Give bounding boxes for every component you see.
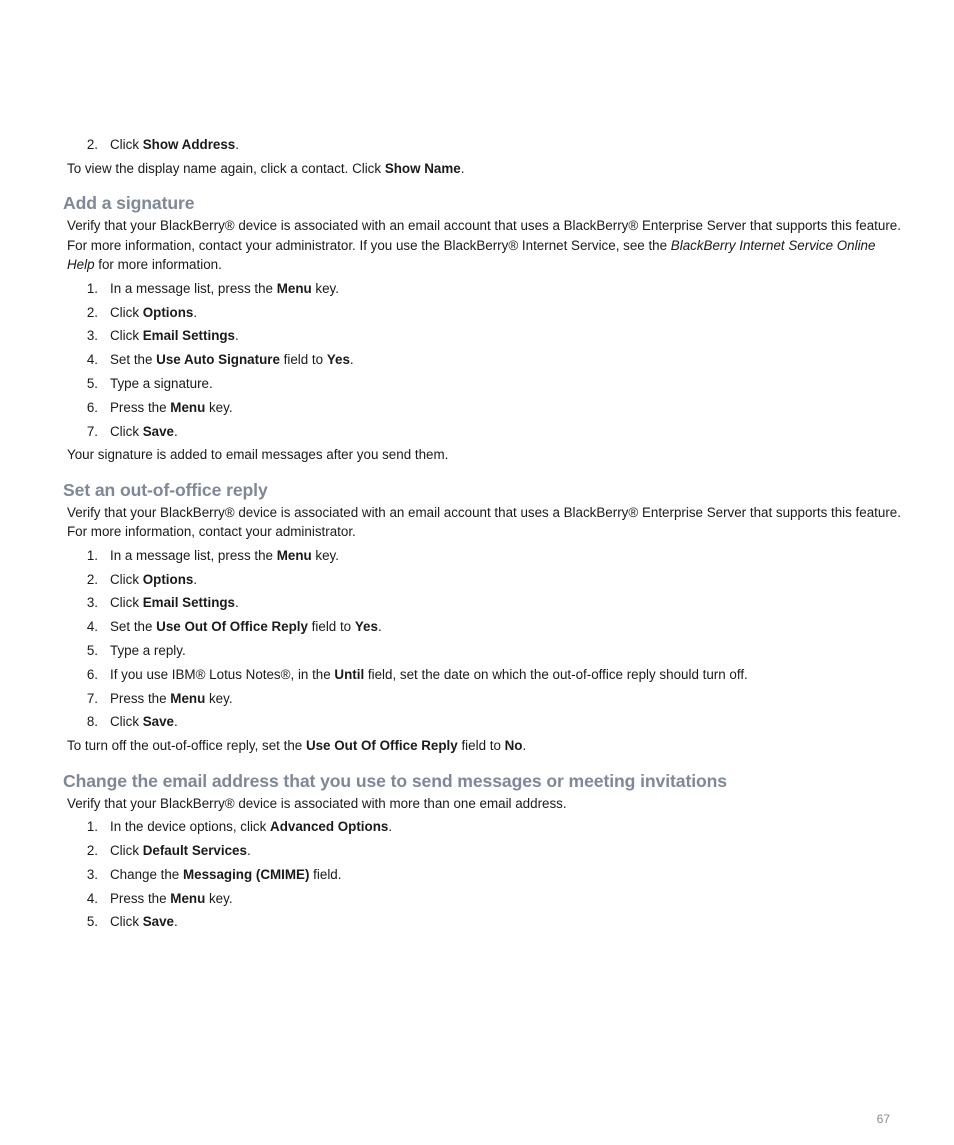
list-item bbox=[63, 422, 903, 442]
list-item bbox=[63, 841, 903, 861]
add-signature-intro: Verify that your BlackBerry® device is associated with an email account that uses a BlackBerry® Enterprise Server that supports this feature. For more information, contact your administrator. If you use the BlackBerry® Internet Service, see the BlackBerry Internet Service Online Help for more information. bbox=[67, 218, 901, 273]
step-bold: Email Settings bbox=[142, 595, 236, 611]
step-number: 4. bbox=[86, 619, 98, 635]
list-item: 2. Click Show Address. bbox=[63, 135, 903, 155]
step-number: 6. bbox=[86, 399, 98, 415]
out-of-office-heading: Set an out-of-office reply bbox=[63, 479, 268, 500]
step-bold: Menu bbox=[276, 547, 312, 563]
step-text: Set the bbox=[110, 352, 157, 368]
list-item bbox=[63, 374, 903, 394]
list-item bbox=[63, 398, 903, 418]
step-number: 2. bbox=[86, 304, 98, 320]
step-text: key. bbox=[205, 890, 233, 906]
show-name-note: To view the display name again, click a contact. Click Show Name. bbox=[67, 160, 465, 176]
step-text: Type a reply. bbox=[110, 643, 186, 659]
step-text: Press the bbox=[110, 399, 171, 415]
step-number: 5. bbox=[86, 375, 98, 391]
step-number: 1. bbox=[86, 819, 98, 835]
add-signature-outro: Your signature is added to email messages after you send them. bbox=[67, 447, 449, 463]
step-bold: Messaging (CMIME) bbox=[182, 866, 310, 882]
step-number: 5. bbox=[86, 643, 98, 659]
step-number: 7. bbox=[86, 690, 98, 706]
list-item bbox=[63, 889, 903, 909]
step-number: 2. bbox=[86, 843, 98, 859]
step-bold: Save bbox=[142, 914, 175, 930]
list-item bbox=[63, 641, 903, 661]
step-bold: Use Out Of Office Reply bbox=[156, 619, 308, 635]
step-text: . bbox=[349, 352, 354, 368]
step-text: key. bbox=[205, 399, 233, 415]
step-text: Click bbox=[110, 304, 143, 320]
step-number: 3. bbox=[86, 866, 98, 882]
list-item bbox=[63, 303, 903, 323]
out-of-office-outro: To turn off the out-of-office reply, set the Use Out Of Office Reply field to No. bbox=[67, 738, 527, 754]
change-email-heading: Change the email address that you use to send messages or meeting invitations bbox=[63, 770, 727, 791]
step-bold: Email Settings bbox=[142, 328, 236, 344]
step-bold: Menu bbox=[170, 399, 206, 415]
list-item bbox=[63, 912, 903, 932]
step-text: Change the bbox=[110, 866, 183, 882]
list-item bbox=[63, 350, 903, 370]
step-number: 2. bbox=[86, 137, 98, 152]
step-text: . bbox=[193, 304, 198, 320]
step-text: . bbox=[174, 423, 178, 439]
step-bold: Menu bbox=[170, 690, 206, 706]
step-bold: Menu bbox=[170, 890, 206, 906]
step-text: Type a signature. bbox=[110, 375, 213, 391]
out-of-office-intro: Verify that your BlackBerry® device is associated with an email account that uses a BlackBerry® Enterprise Server that supports this feature. For more information, contact your administrator. bbox=[67, 504, 901, 540]
step-bold: Use Auto Signature bbox=[156, 352, 280, 368]
step-text: . bbox=[193, 571, 198, 587]
add-signature-steps bbox=[63, 279, 903, 441]
step-number: 4. bbox=[86, 352, 98, 368]
step-text: field to bbox=[279, 352, 327, 368]
step-bold: Options bbox=[142, 304, 194, 320]
step-text: field. bbox=[309, 866, 342, 882]
step-text: . bbox=[246, 843, 251, 859]
step-text: Click bbox=[110, 914, 143, 930]
page-content bbox=[63, 135, 903, 936]
list-item bbox=[63, 712, 903, 732]
step-bold: Save bbox=[142, 714, 175, 730]
step-bold: Menu bbox=[276, 280, 312, 296]
step-text: field to bbox=[307, 619, 355, 635]
list-item bbox=[63, 817, 903, 837]
list-item bbox=[63, 546, 903, 566]
list-item bbox=[63, 570, 903, 590]
step-text: key. bbox=[205, 690, 233, 706]
step-text: In a message list, press the bbox=[110, 280, 277, 296]
step-number: 8. bbox=[86, 714, 98, 730]
step-text: . bbox=[174, 714, 178, 730]
step-number: 1. bbox=[86, 280, 98, 296]
step-number: 2. bbox=[86, 571, 98, 587]
step-text: key. bbox=[311, 280, 339, 296]
step-text: Click bbox=[110, 714, 143, 730]
step-text: . bbox=[174, 914, 178, 930]
list-item bbox=[63, 689, 903, 709]
step-text: Click bbox=[110, 328, 143, 344]
show-address-steps bbox=[63, 135, 903, 155]
list-item bbox=[63, 865, 903, 885]
step-number: 5. bbox=[86, 914, 98, 930]
change-email-intro: Verify that your BlackBerry® device is associated with more than one email address. bbox=[67, 795, 567, 811]
step-bold: Save bbox=[142, 423, 175, 439]
step-text: . bbox=[235, 595, 239, 611]
list-item bbox=[63, 665, 903, 685]
page-number: 67 bbox=[876, 1112, 890, 1126]
step-number: 7. bbox=[86, 423, 98, 439]
step-text: In a message list, press the bbox=[110, 547, 277, 563]
step-text: Click bbox=[110, 571, 143, 587]
step-bold: Options bbox=[142, 571, 194, 587]
step-text: Click bbox=[110, 843, 143, 859]
step-number: 4. bbox=[86, 890, 98, 906]
step-number: 3. bbox=[86, 328, 98, 344]
step-bold: Yes bbox=[354, 619, 378, 635]
step-text: Click bbox=[110, 423, 143, 439]
step-bold: Until bbox=[334, 666, 365, 682]
step-number: 3. bbox=[86, 595, 98, 611]
step-text: Set the bbox=[110, 619, 157, 635]
add-signature-heading: Add a signature bbox=[63, 193, 195, 214]
step-text: . bbox=[235, 328, 239, 344]
list-item bbox=[63, 279, 903, 299]
step-text: If you use IBM® Lotus Notes®, in the bbox=[110, 666, 335, 682]
step-text: field, set the date on which the out-of-office reply should turn off. bbox=[364, 666, 748, 682]
step-text: key. bbox=[311, 547, 339, 563]
step-text: Press the bbox=[110, 890, 171, 906]
step-text: Click bbox=[110, 595, 143, 611]
step-number: 1. bbox=[86, 547, 98, 563]
step-text: . bbox=[377, 619, 382, 635]
step-text: In the device options, click bbox=[110, 819, 271, 835]
out-of-office-steps bbox=[63, 546, 903, 732]
list-item bbox=[63, 593, 903, 613]
list-item bbox=[63, 326, 903, 346]
change-email-steps bbox=[63, 817, 903, 932]
step-text: . bbox=[388, 819, 393, 835]
step-bold: Default Services bbox=[142, 843, 247, 859]
step-bold: Yes bbox=[326, 352, 350, 368]
step-text: Press the bbox=[110, 690, 171, 706]
step-bold: Advanced Options bbox=[270, 819, 389, 835]
list-item bbox=[63, 617, 903, 637]
step-number: 6. bbox=[86, 666, 98, 682]
